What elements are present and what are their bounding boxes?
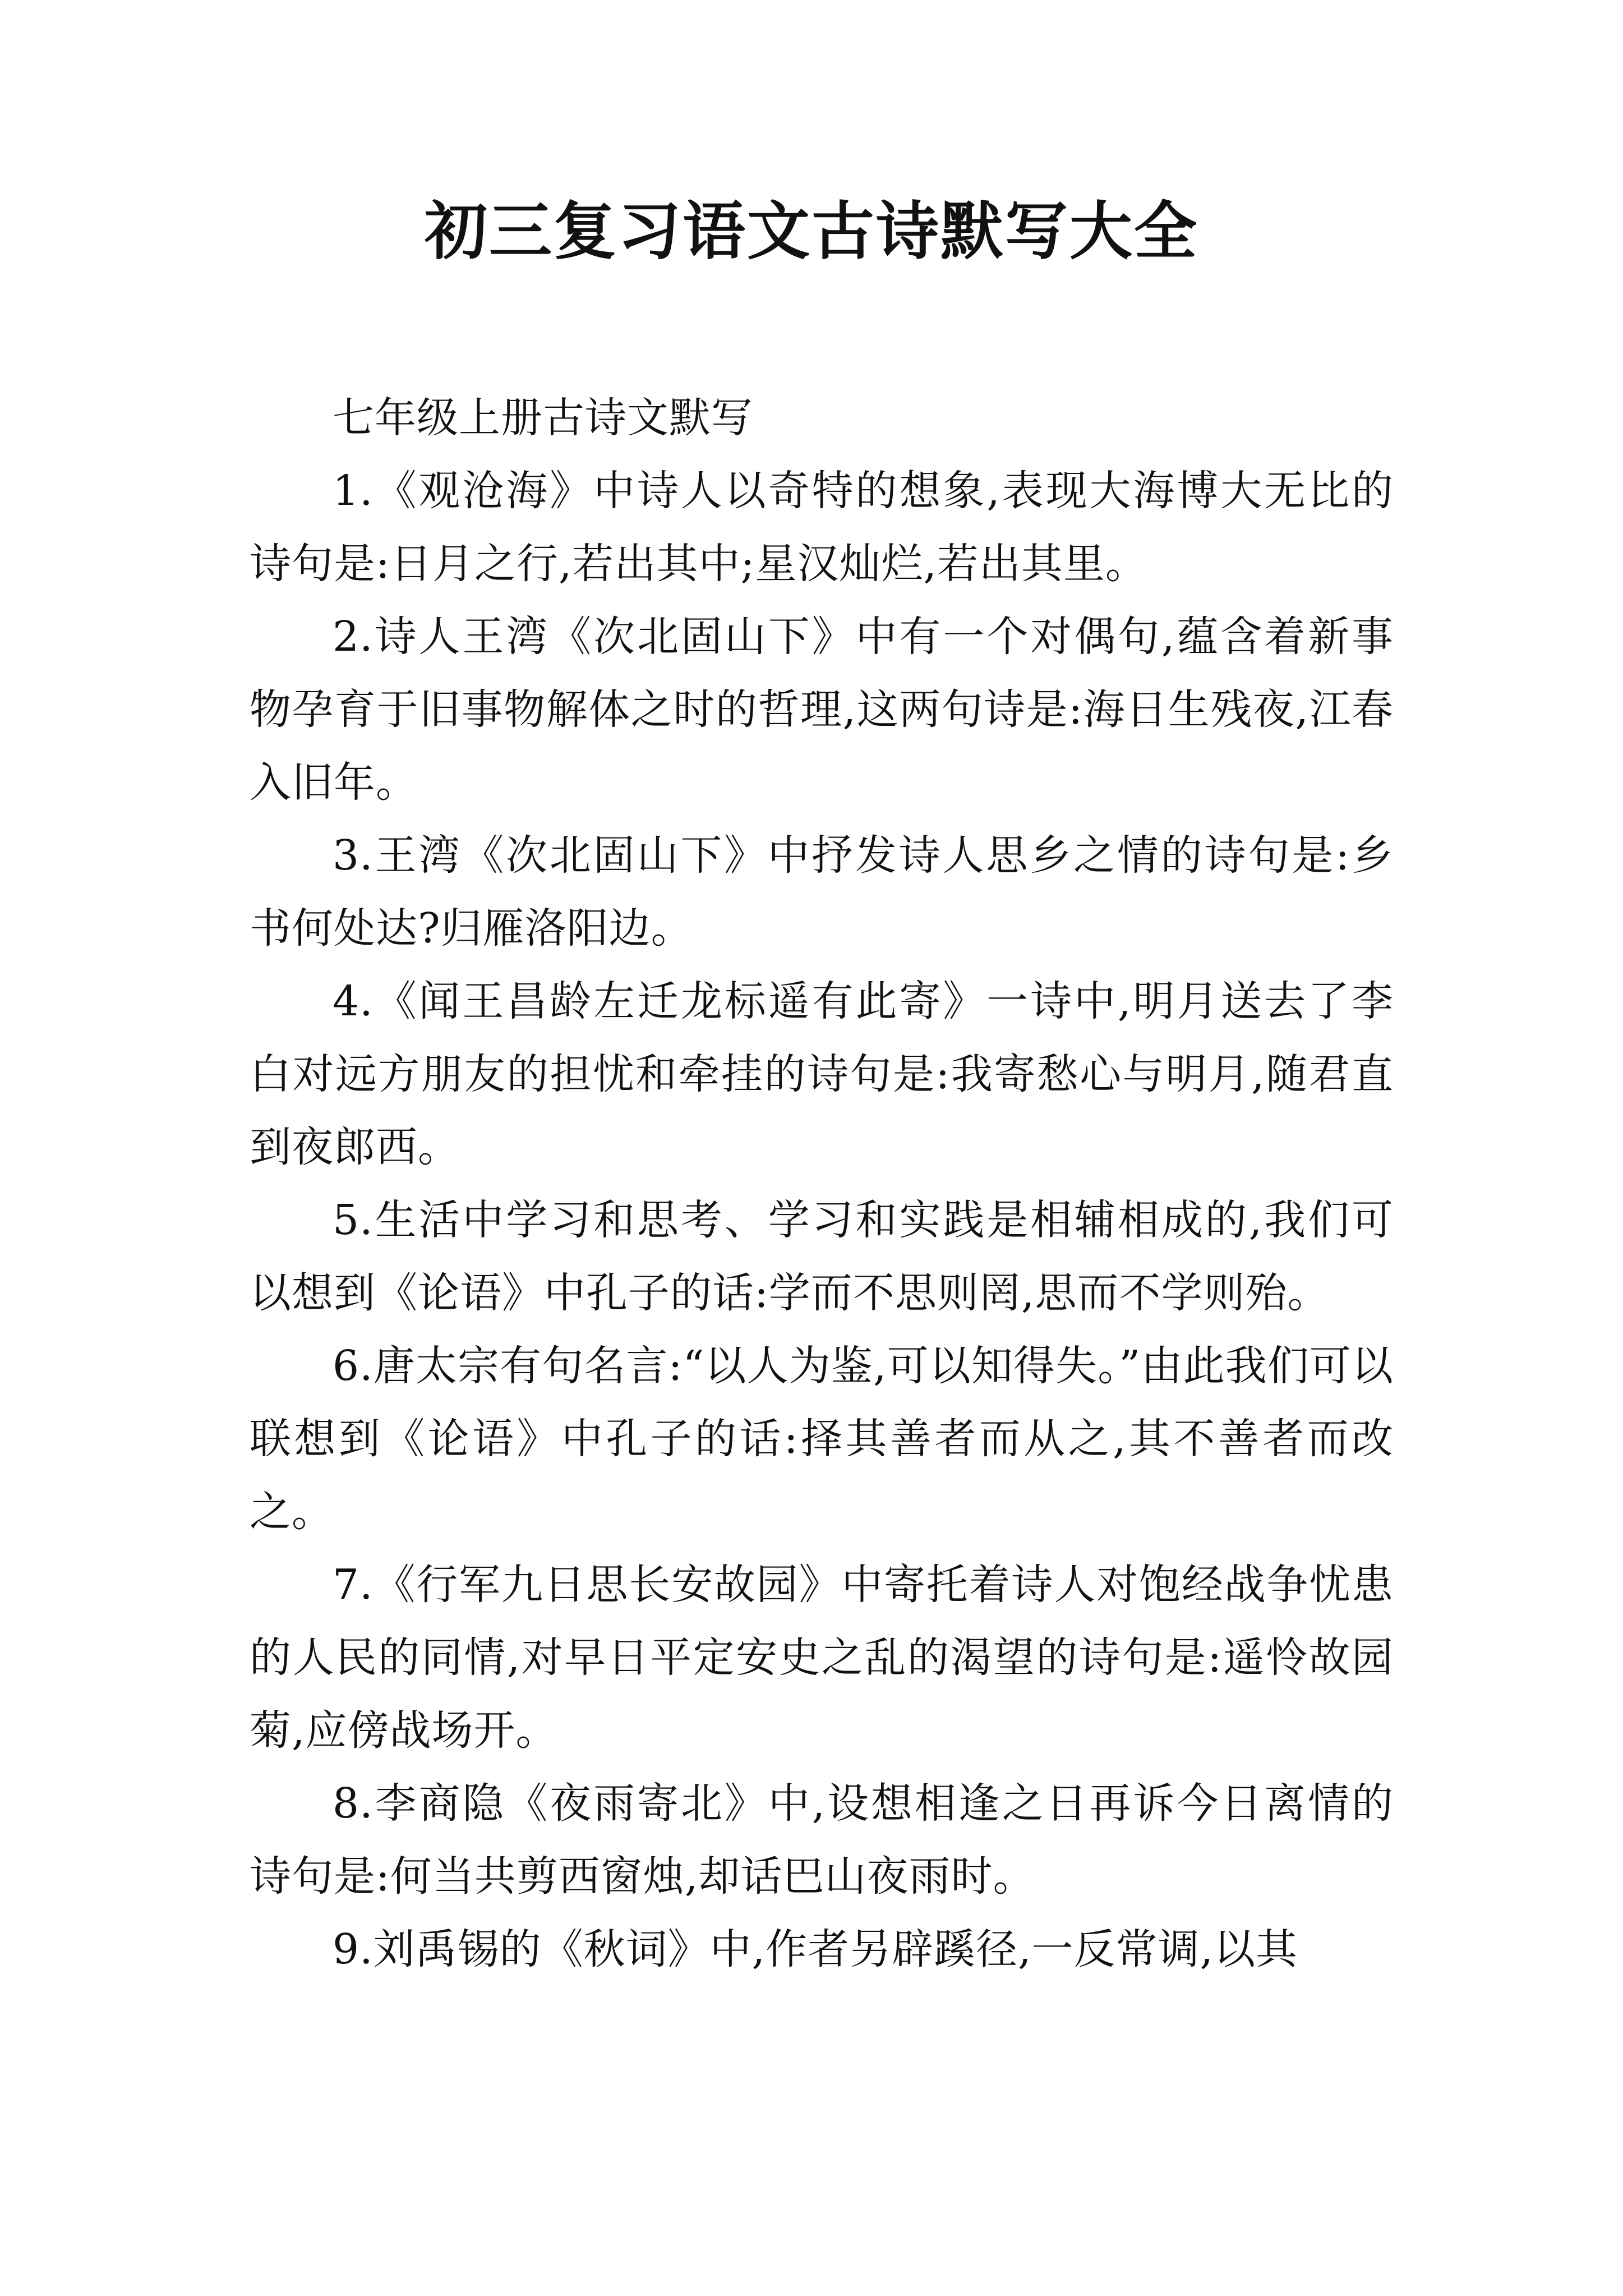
document-title: 初三复习语文古诗默写大全	[425, 195, 1198, 268]
document-content	[250, 381, 1394, 1986]
poem-question-3: 3.王湾《次北固山下》中抒发诗人思乡之情的诗句是:乡书何处达?归雁洛阳边。	[250, 831, 1394, 953]
section-heading: 七年级上册古诗文默写	[333, 394, 753, 442]
poem-question-9: 9.刘禹锡的《秋词》中,作者另辟蹊径,一反常调,以其	[333, 1925, 1298, 1973]
poem-question-4: 4.《闻王昌龄左迁龙标遥有此寄》一诗中,明月送去了李白对远方朋友的担忧和牵挂的诗句是:我寄愁心与明月,随君直到夜郎西。	[250, 977, 1394, 1171]
poem-question-6: 6.唐太宗有句名言:“以人为鉴,可以知得失。”由此我们可以联想到《论语》中孔子的话:择其善者而从之,其不善者而改之。	[250, 1342, 1394, 1536]
poem-question-7: 7.《行军九日思长安故园》中寄托着诗人对饱经战争忧患的人民的同情,对早日平定安史之乱的渴望的诗句是:遥怜故园菊,应傍战场开。	[250, 1561, 1394, 1755]
poem-question-2: 2.诗人王湾《次北固山下》中有一个对偶句,蕴含着新事物孕育于旧事物解体之时的哲理,这两句诗是:海日生残夜,江春入旧年。	[250, 613, 1394, 807]
poem-question-8: 8.李商隐《夜雨寄北》中,设想相逢之日再诉今日离情的诗句是:何当共剪西窗烛,却话巴山夜雨时。	[250, 1779, 1394, 1901]
poem-question-1: 1.《观沧海》中诗人以奇特的想象,表现大海博大无比的诗句是:日月之行,若出其中;星汉灿烂,若出其里。	[250, 467, 1394, 588]
poem-question-5: 5.生活中学习和思考、学习和实践是相辅相成的,我们可以想到《论语》中孔子的话:学而不思则罔,思而不学则殆。	[250, 1196, 1394, 1317]
